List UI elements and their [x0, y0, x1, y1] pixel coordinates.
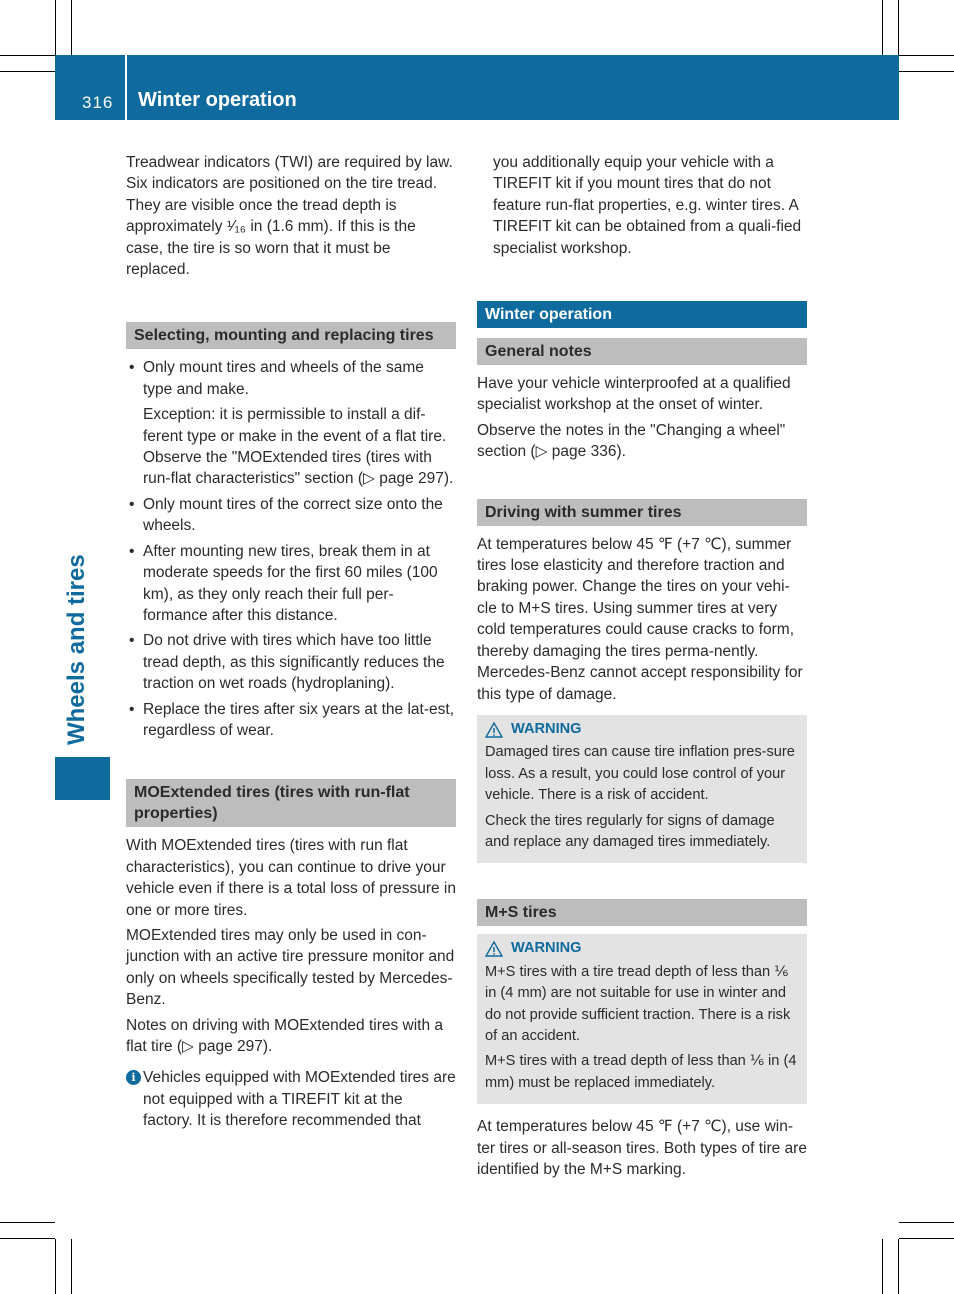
- page-number: 316: [82, 93, 114, 112]
- crop-mark: [0, 1222, 55, 1223]
- list-item: [126, 357, 456, 489]
- header-divider: [125, 55, 127, 120]
- list-item: [126, 699, 456, 742]
- warning-box: [477, 715, 807, 863]
- section-heading-summer: Driving with summer tires: [477, 499, 807, 526]
- body-paragraph: Have your vehicle winterproofed at a qualified specialist workshop at the onset of winter.: [477, 375, 791, 414]
- bullet-list: [126, 357, 456, 741]
- crop-mark: [71, 0, 72, 55]
- crop-mark: [899, 1222, 954, 1223]
- warning-text: Check the tires regularly for signs of damage and replace any damaged tires immediately.: [485, 812, 775, 850]
- body-paragraph: At temperatures below 45 ℉ (+7 ℃), summer tires lose elasticity and therefore traction and braking power. Change the tires on your vehi-cle to M+S tires. Using summer tires at very cold temperatures could cause cracks to form, thereby damaging the tires perma-nently. Mercedes-Benz cannot accept responsibility for this type of damage.: [477, 535, 803, 703]
- section-heading-general: General notes: [477, 338, 807, 365]
- section-heading-winter: Winter operation: [477, 301, 807, 328]
- page-header: [55, 55, 899, 120]
- crop-mark: [899, 71, 954, 72]
- bullet-extra: Exception: it is permissible to install a dif-ferent type or make in the event of a flat tire. Observe the "MOExtended tires (tires with run-flat characteristics" section (▷ page 297).: [143, 406, 454, 488]
- warning-header: [485, 719, 799, 740]
- section-heading-selecting: Selecting, mounting and replacing tires: [126, 322, 456, 349]
- list-item: [126, 494, 456, 537]
- left-column: [126, 152, 456, 1132]
- bullet-dot: •: [129, 632, 135, 650]
- section-heading-ms-tires: M+S tires: [477, 899, 807, 926]
- side-chapter-label: Wheels and tires: [63, 554, 90, 745]
- continued-paragraph: you additionally equip your vehicle with a TIREFIT kit if you mount tires that do not feature run-flat properties, e.g. winter tires. A TIREFIT kit can be obtained from a quali-fied specialist workshop.: [493, 154, 802, 257]
- bullet-dot: •: [129, 542, 135, 560]
- list-item: [126, 541, 456, 627]
- crop-mark: [55, 0, 56, 55]
- warning-text: M+S tires with a tire tread depth of less than ⅙ in (4 mm) are not suitable for use in winter and do not provide sufficient traction. There is a risk of an accident.: [485, 963, 791, 1044]
- crop-mark: [882, 1239, 883, 1294]
- warning-text: Damaged tires can cause tire inflation pres-sure loss. As a result, you could lose control of your vehicle. There is a risk of accident.: [485, 744, 795, 804]
- body-paragraph: Observe the notes in the "Changing a wheel" section (▷ page 336).: [477, 421, 786, 461]
- bullet-dot: •: [129, 700, 135, 718]
- warning-header: [485, 938, 799, 959]
- body-paragraph: MOExtended tires may only be used in con-junction with an active tire pressure monitor and only on wheels specifically tested by Mercedes-Benz.: [126, 926, 455, 1009]
- warning-triangle-icon: [485, 941, 503, 957]
- crop-mark: [71, 1239, 72, 1294]
- crop-mark: [898, 0, 899, 55]
- body-paragraph: At temperatures below 45 ℉ (+7 ℃), use win-ter tires or all-season tires. Both types of tire are identified by the M+S marking.: [477, 1118, 807, 1178]
- section-heading-moextended: MOExtended tires (tires with run-flat properties): [126, 779, 456, 827]
- body-paragraph: With MOExtended tires (tires with run flat characteristics), you can continue to drive your vehicle even if there is a total loss of pressure in one or more tires.: [126, 837, 456, 919]
- crop-mark: [898, 1239, 899, 1294]
- warning-title: WARNING: [511, 720, 582, 737]
- bullet-text: Do not drive with tires which have too little tread depth, as this significantly reduces the traction on wet roads (hydroplaning).: [143, 632, 445, 693]
- crop-mark: [882, 0, 883, 55]
- bullet-text: Only mount tires of the correct size onto the wheels.: [143, 495, 443, 535]
- crop-mark: [0, 71, 55, 72]
- crop-mark: [899, 1238, 954, 1239]
- crop-mark: [899, 55, 954, 56]
- chapter-title: Winter operation: [138, 89, 297, 111]
- intro-paragraph: Treadwear indicators (TWI) are required by law. Six indicators are positioned on the tire tread. They are visible once the tread depth is approximately ¹⁄₁₆ in (1.6 mm). If this is the case, the tire is so worn that it must be replaced.: [126, 154, 453, 279]
- crop-mark: [0, 1238, 55, 1239]
- warning-box: [477, 934, 807, 1104]
- warning-text: M+S tires with a tread depth of less than ⅙ in (4 mm) must be replaced immediately.: [485, 1053, 797, 1091]
- warning-triangle-icon: [485, 722, 503, 738]
- list-item: [126, 630, 456, 694]
- warning-title: WARNING: [511, 940, 582, 957]
- info-text: Vehicles equipped with MOExtended tires are not equipped with a TIREFIT kit at the factory. It is therefore recommended that: [143, 1069, 456, 1130]
- bullet-text: Only mount tires and wheels of the same type and make.: [143, 359, 424, 398]
- crop-mark: [55, 1239, 56, 1294]
- bullet-dot: •: [129, 359, 135, 377]
- bullet-text: Replace the tires after six years at the lat-est, regardless of wear.: [143, 700, 454, 739]
- info-icon: i: [126, 1070, 141, 1085]
- bullet-dot: •: [129, 495, 135, 513]
- side-tab-marker: [55, 757, 110, 800]
- bullet-text: After mounting new tires, break them in at moderate speeds for the first 60 miles (100 km), as they only reach their full per-formance after this distance.: [143, 542, 438, 624]
- info-note: [126, 1067, 456, 1131]
- body-paragraph: Notes on driving with MOExtended tires with a flat tire (▷ page 297).: [126, 1016, 444, 1055]
- right-column: [477, 152, 807, 1184]
- crop-mark: [0, 55, 55, 56]
